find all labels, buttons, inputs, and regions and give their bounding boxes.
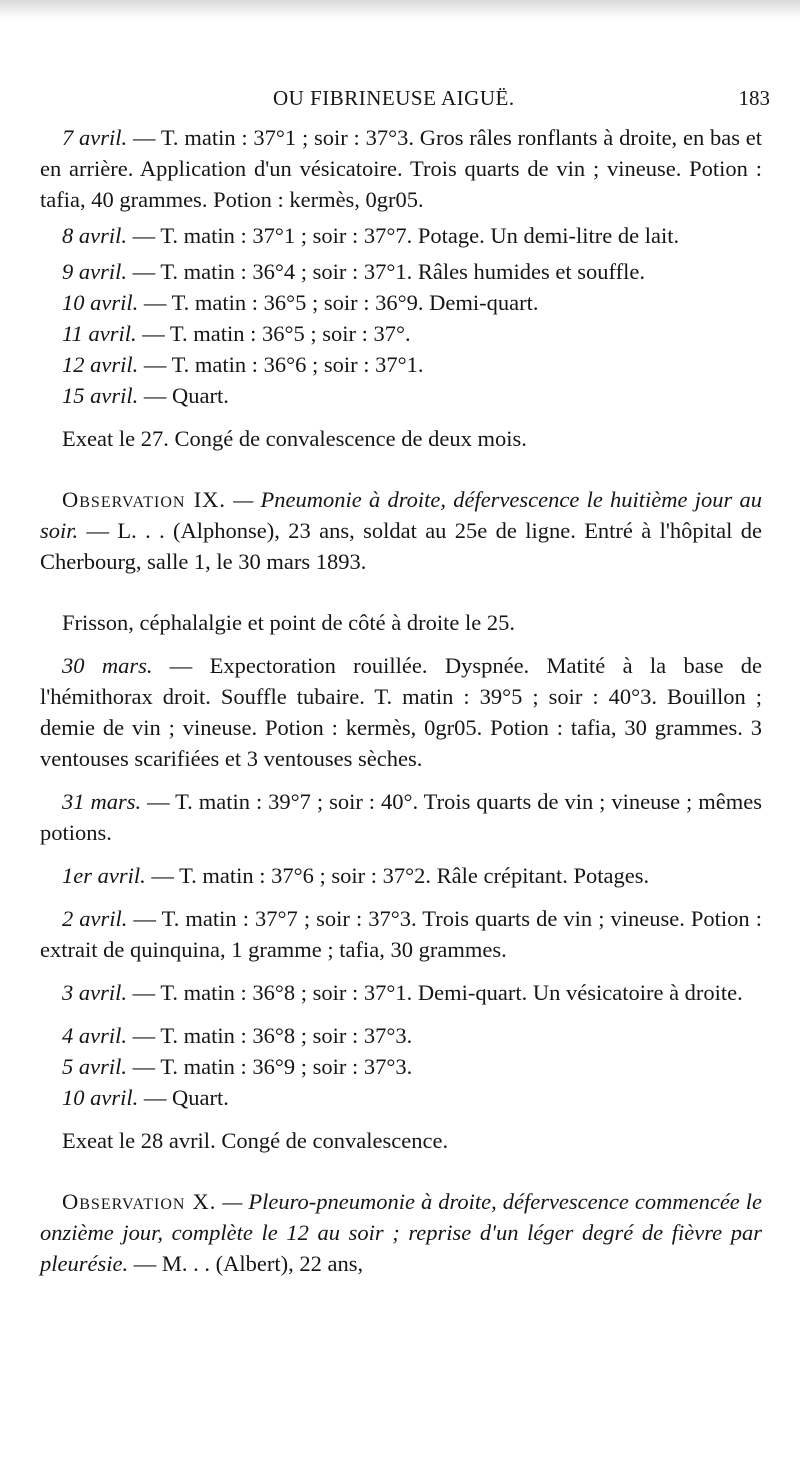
observation-label: Observation IX. bbox=[62, 487, 227, 512]
entry-date: 4 avril. bbox=[62, 1023, 127, 1048]
entry-text: — T. matin : 36°4 ; soir : 37°1. Râles humides et souffle. bbox=[132, 259, 645, 284]
entry-2-avril bbox=[40, 903, 762, 965]
entry-text: — T. matin : 36°9 ; soir : 37°3. bbox=[132, 1054, 413, 1079]
entry-text: — T. matin : 36°5 ; soir : 36°9. Demi-quart. bbox=[143, 290, 539, 315]
exeat-paragraph-2: Exeat le 28 avril. Congé de convalescence. bbox=[62, 1128, 449, 1153]
entry-3-avril bbox=[40, 977, 762, 1008]
observation-label: Observation X. bbox=[62, 1189, 217, 1214]
entry-date: 11 avril. bbox=[62, 321, 137, 346]
observation-intro: — M. . . (Albert), 22 ans, bbox=[133, 1251, 364, 1276]
running-head: OU FIBRINEUSE AIGUË. bbox=[273, 86, 515, 110]
observation-title: — Pleuro-pneumonie à droite, défervescence commencée le onzième jour, complète le 12 au soir ; reprise d'un léger degré de fièvre par pleurésie. bbox=[40, 1189, 763, 1276]
observation-intro: — L. . . (Alphonse), 23 ans, soldat au 25e de ligne. Entré à l'hôpital de Cherbourg, salle 1, le 30 mars 1893. bbox=[40, 518, 762, 574]
entry-4-avril bbox=[40, 1020, 762, 1051]
entry-text: — T. matin : 37°1 ; soir : 37°3. Gros râles ronflants à droite, en bas et en arrière. Application d'un vésicatoire. Trois quarts de vin ; vineuse. Potion : tafia, 40 grammes. Potion : kermès, 0gr05. bbox=[40, 125, 763, 212]
entry-12-avril bbox=[40, 349, 762, 380]
entry-date: 10 avril. bbox=[62, 1085, 139, 1110]
entry-10-avril bbox=[40, 287, 762, 318]
entry-date: 2 avril. bbox=[62, 906, 128, 931]
entry-text: — T. matin : 37°7 ; soir : 37°3. Trois quarts de vin ; vineuse. Potion : extrait de quinquina, 1 gramme ; tafia, 30 grammes. bbox=[40, 906, 762, 962]
entry-31-mars bbox=[40, 786, 762, 848]
entry-text: — T. matin : 36°8 ; soir : 37°1. Demi-quart. Un vésicatoire à droite. bbox=[132, 980, 743, 1005]
entry-10-avril-quart bbox=[40, 1082, 762, 1113]
entry-date: 15 avril. bbox=[62, 383, 139, 408]
entry-15-avril bbox=[40, 380, 762, 411]
entry-date: 10 avril. bbox=[62, 290, 139, 315]
entry-date: 31 mars. bbox=[62, 789, 142, 814]
observation-title: — Pneumonie à droite, défervescence le huitième jour au soir. bbox=[40, 487, 762, 543]
entry-date: 1er avril. bbox=[62, 863, 146, 888]
entry-text: — Quart. bbox=[143, 383, 229, 408]
entry-date: 3 avril. bbox=[62, 980, 127, 1005]
entry-30-mars bbox=[40, 650, 762, 774]
exeat-paragraph: Exeat le 27. Congé de convalescence de deux mois. bbox=[62, 426, 527, 451]
entry-5-avril bbox=[40, 1051, 762, 1082]
entry-date: 30 mars. bbox=[62, 653, 153, 678]
entry-date: 9 avril. bbox=[62, 259, 127, 284]
entry-text: — Quart. bbox=[143, 1085, 229, 1110]
body-text bbox=[40, 122, 762, 1279]
entry-text: — T. matin : 36°8 ; soir : 37°3. bbox=[132, 1023, 413, 1048]
entry-text: — T. matin : 37°6 ; soir : 37°2. Râle crépitant. Potages. bbox=[151, 863, 650, 888]
entry-date: 12 avril. bbox=[62, 352, 139, 377]
entry-text: — T. matin : 37°1 ; soir : 37°7. Potage. Un demi-litre de lait. bbox=[132, 223, 680, 248]
entry-text: — T. matin : 36°6 ; soir : 37°1. bbox=[143, 352, 424, 377]
entry-9-avril bbox=[40, 256, 762, 287]
entry-text: — Expectoration rouillée. Dyspnée. Matité à la base de l'hémithorax droit. Souffle tubaire. T. matin : 39°5 ; soir : 40°3. Bouillon ; demie de vin ; vineuse. Potion : kermès, 0gr05. Potion : tafia, 30 grammes. 3 ventouses scarifiées et 3 ventouses sèches. bbox=[40, 653, 762, 771]
entry-8-avril bbox=[40, 220, 762, 251]
entry-1er-avril bbox=[40, 860, 762, 891]
entry-text: — T. matin : 39°7 ; soir : 40°. Trois quarts de vin ; vineuse ; mêmes potions. bbox=[40, 789, 762, 845]
page-number: 183 bbox=[738, 86, 770, 110]
onset-paragraph: Frisson, céphalalgie et point de côté à droite le 25. bbox=[62, 610, 515, 635]
entry-7-avril bbox=[40, 122, 762, 215]
entry-text: — T. matin : 36°5 ; soir : 37°. bbox=[142, 321, 411, 346]
page-header bbox=[58, 86, 770, 116]
entry-date: 5 avril. bbox=[62, 1054, 127, 1079]
entry-date: 7 avril. bbox=[62, 125, 128, 150]
scan-edge bbox=[0, 0, 800, 18]
observation-heading-2 bbox=[40, 1186, 762, 1279]
observation-heading bbox=[40, 484, 762, 577]
entry-date: 8 avril. bbox=[62, 223, 127, 248]
entry-11-avril bbox=[40, 318, 762, 349]
